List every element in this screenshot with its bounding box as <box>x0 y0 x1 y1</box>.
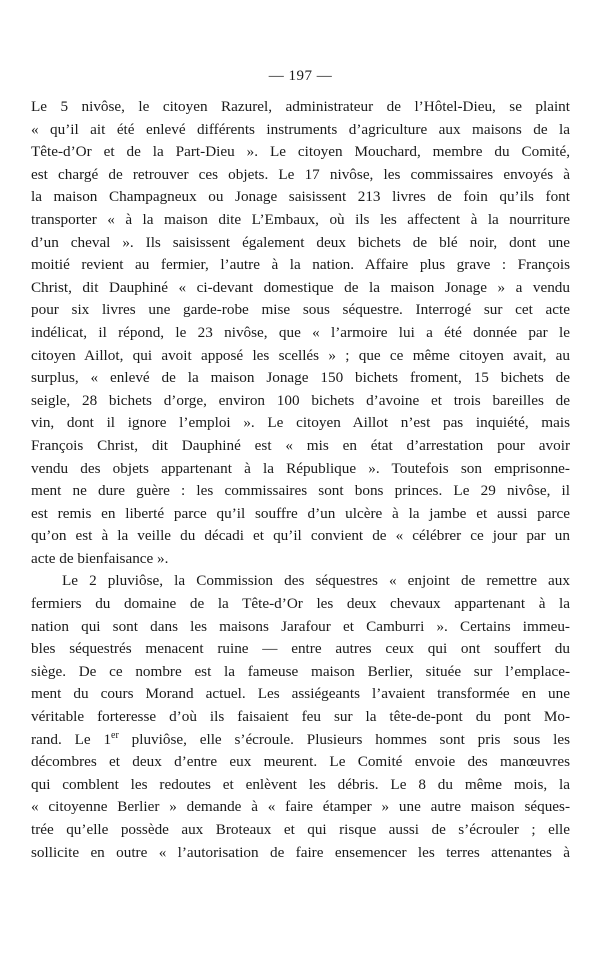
text-line: ment ne dure guère : les commissaires sont bons princes. Le 29 nivôse, il <box>31 482 570 500</box>
text-line: siège. De ce nombre est la fameuse maison Berlier, située sur l’emplace- <box>31 662 570 680</box>
text-line: nation qui sont dans les maisons Jarafour et Camburri ». Certains immeu- <box>31 617 570 635</box>
text-line: citoyen Aillot, qui avoit apposé les scellés » ; que ce même citoyen avait, au <box>31 346 570 364</box>
text-line: est chargé de retrouver ces objets. Le 17 nivôse, les commissaires envoyés à <box>31 165 570 183</box>
page-number: — 197 — <box>268 68 333 84</box>
text-line: vendu des objets appartenant à la République ». Toutefois son emprisonne- <box>31 459 570 477</box>
text-line: pour six livres une garde-robe mise sous séquestre. Interrogé sur cet acte <box>31 301 570 319</box>
text-line: bles séquestrés menacent ruine — entre autres ceux qui ont souffert du <box>31 640 570 658</box>
text-line: fermiers du domaine de la Tête-d’Or les deux chevaux appartenant à la <box>31 595 570 613</box>
text-line: acte de bienfaisance ». <box>31 549 169 567</box>
text-line: seigle, 28 bichets d’orge, environ 100 bichets d’avoine et trois bareilles de <box>31 391 570 409</box>
text-line: Tête-d’Or et de la Part-Dieu ». Le citoyen Mouchard, membre du Comité, <box>31 143 570 161</box>
text-line: transporter « à la maison dite L’Embaux, où ils les affectent à la nourriture <box>31 210 570 228</box>
text-line: « citoyenne Berlier » demande à « faire étamper » une autre maison séques- <box>31 798 570 816</box>
text-line: ment du cours Morand actuel. Les assiégeants l’avaient transformée en une <box>31 685 570 703</box>
text-line: qu’on est à la veille du décadi et qu’il convient de « célébrer ce jour par un <box>31 527 570 545</box>
text-line: moitié revient au fermier, l’autre à la nation. Affaire plus grave : François <box>31 256 570 274</box>
text-line: François Christ, dit Dauphiné est « mis en état d’arrestation pour avoir <box>31 436 570 454</box>
text-line: vin, dont il ignore l’emploi ». Le citoyen Aillot n’est pas inquiété, mais <box>31 414 570 432</box>
text-line: indélicat, il répond, le 23 nivôse, que « l’armoire lui a été donnée par le <box>31 323 570 341</box>
text-line: sollicite en outre « l’autorisation de faire ensemencer les terres attenantes à <box>31 843 570 861</box>
text-line: Le 5 nivôse, le citoyen Razurel, administrateur de l’Hôtel-Dieu, se plaint <box>31 98 570 115</box>
text-line: est remis en liberté parce qu’il souffre d’un ulcère à la jambe et aussi parce <box>31 504 570 522</box>
text-line: rand. Le 1er pluviôse, elle s’écroule. Plusieurs hommes sont pris sous les <box>31 729 570 748</box>
text-line: surplus, « enlevé de la maison Jonage 150 bichets froment, 15 bichets de <box>31 369 570 387</box>
text-line: qui comblent les redoutes et enlèvent les débris. Le 8 du même mois, la <box>31 775 570 793</box>
text-line: Christ, dit Dauphiné « ci-devant domestique de la maison Jonage » a vendu <box>31 278 570 296</box>
body-text <box>31 96 570 864</box>
text-line: d’un cheval ». Ils saisissent également deux bichets de blé noir, dont une <box>31 233 570 251</box>
text-line: Le 2 pluviôse, la Commission des séquestres « enjoint de remettre aux <box>62 572 570 590</box>
text-line: « qu’il ait été enlevé différents instruments d’agriculture aux maisons de la <box>31 120 570 138</box>
text-line: trée qu’elle possède aux Broteaux et qui risque aussi de s’écrouler ; elle <box>31 821 570 838</box>
paragraph <box>31 570 570 864</box>
text-line: véritable forteresse d’où ils faisaient feu sur la tête-de-pont du pont Mo- <box>31 708 570 726</box>
paragraph <box>31 96 570 570</box>
text-line: décombres et deux d’entre eux meurent. Le Comité envoie des manœuvres <box>31 753 570 771</box>
page <box>31 66 570 864</box>
text-line: la maison Champagneux ou Jonage saisissent 213 livres de foin qu’ils font <box>31 188 570 206</box>
